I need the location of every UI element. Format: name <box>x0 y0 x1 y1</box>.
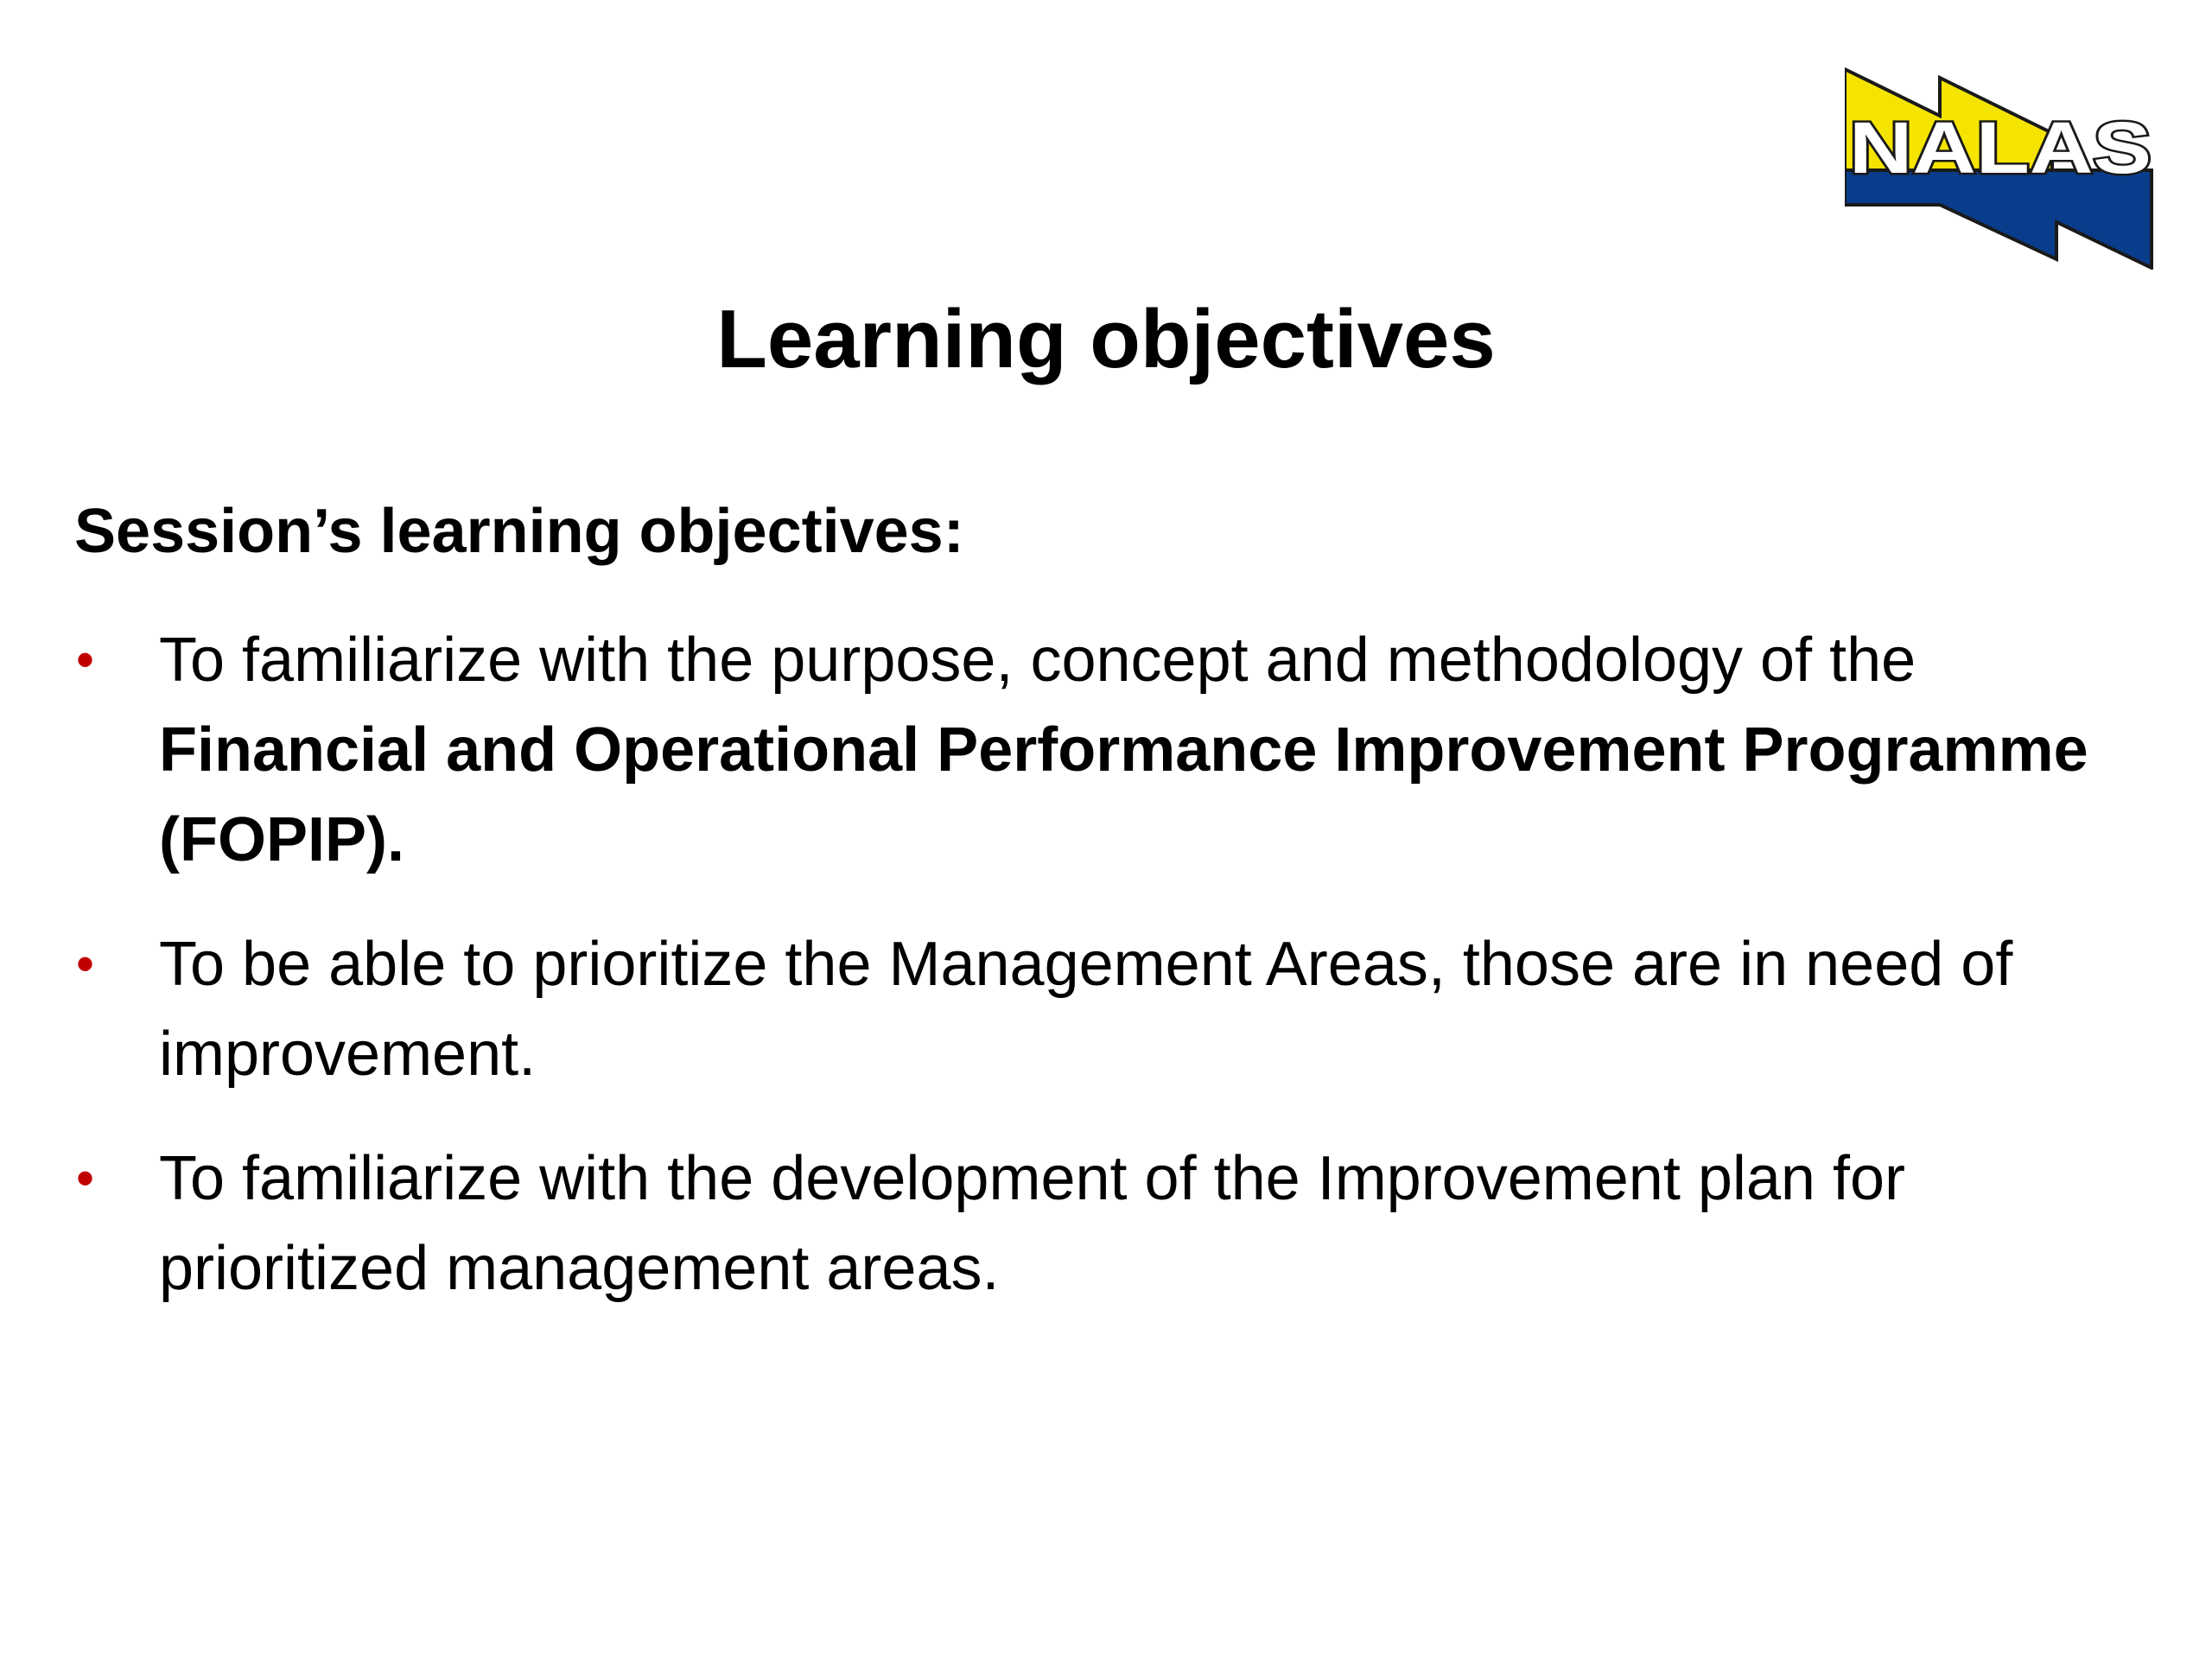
bullet-icon: • <box>76 631 95 689</box>
list-item <box>74 615 2165 885</box>
nalas-logo <box>1845 62 2156 270</box>
objectives-list <box>74 615 2165 1348</box>
slide-title: Learning objectives <box>716 293 1496 385</box>
bullet-text-bold: Financial and Operational Performance Improvement Programme (FOPIP). <box>159 715 2088 874</box>
bullet-icon: • <box>76 935 95 993</box>
bullet-text: To familiarize with the development of the Improvement plan for prioritized management areas. <box>159 1144 1905 1303</box>
bullet-text: To familiarize with the purpose, concept and methodology of the <box>159 626 1916 695</box>
section-subheading: Session’s learning objectives: <box>74 497 964 566</box>
logo-lettering: NALAS <box>1849 107 2152 188</box>
bullet-icon: • <box>76 1149 95 1207</box>
list-item <box>74 919 2165 1099</box>
bullet-text: To be able to prioritize the Management Areas, those are in need of improvement. <box>159 930 2013 1089</box>
list-item <box>74 1134 2165 1313</box>
